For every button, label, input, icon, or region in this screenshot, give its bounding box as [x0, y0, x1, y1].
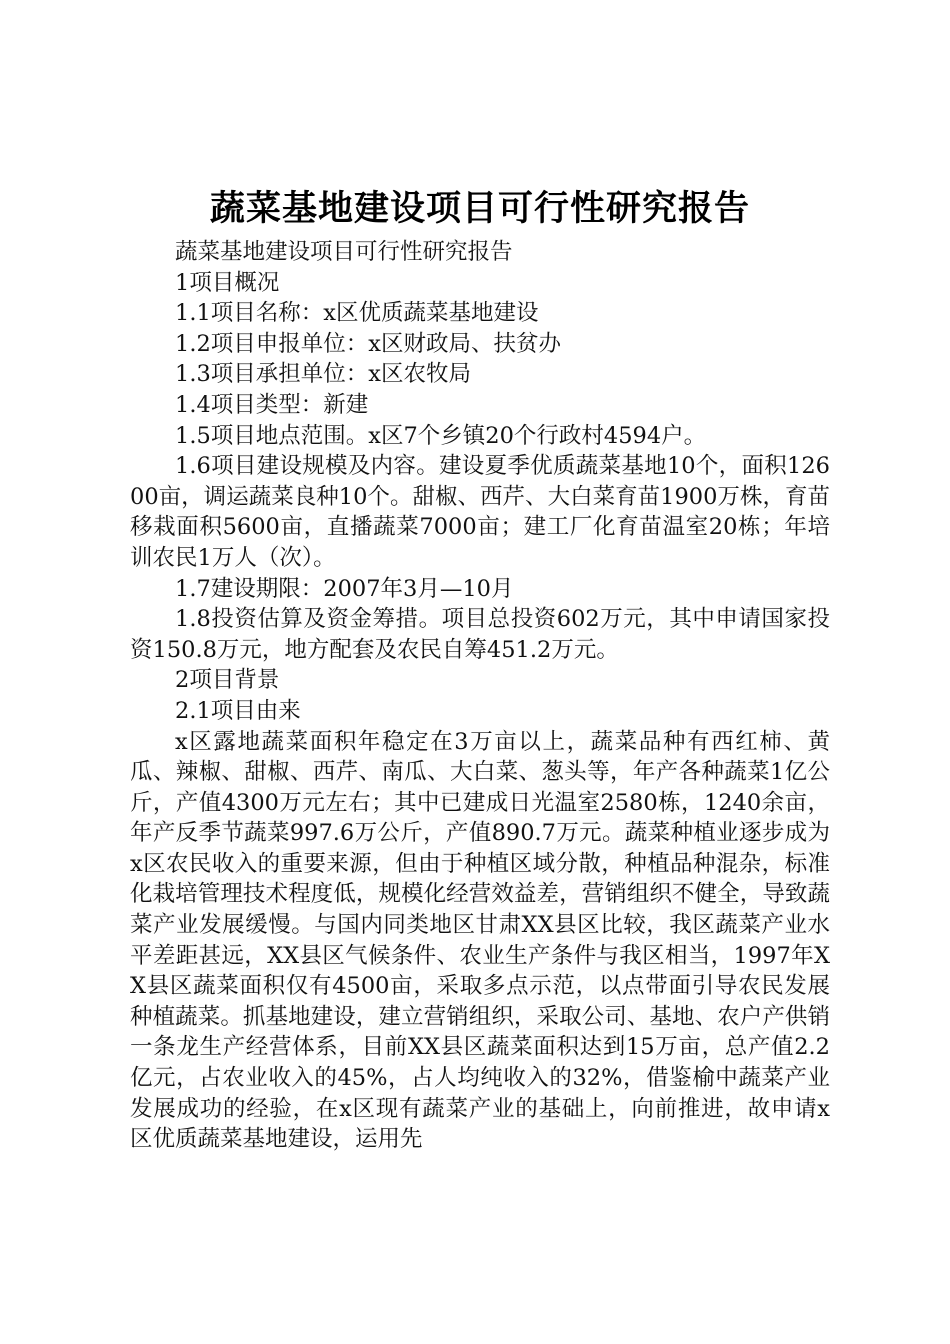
- document-body: [130, 237, 830, 1155]
- paragraph-1-3: 1.3项目承担单位：x区农牧局: [175, 361, 471, 388]
- paragraph-1-2: 1.2项目申报单位：x区财政局、扶贫办: [175, 330, 561, 357]
- paragraph-background: x区露地蔬菜面积年稳定在3万亩以上，蔬菜品种有西红柿、黄瓜、辣椒、甜椒、西芹、南瓜、大白菜、葱头等，年产各种蔬菜1亿公斤，产值4300万元左右；其中已建成日光温室2580栋，1240余亩，年产反季节蔬菜997.6万公斤，产值890.7万元。蔬菜种植业逐步成为x区农民收入的重要来源，但由于种植区域分散，种植品种混杂，标准化栽培管理技术程度低，规模化经营效益差，营销组织不健全，导致蔬菜产业发展缓慢。与国内同类地区甘肃XX县区比较，我区蔬菜产业水平差距甚远，XX县区气候条件、农业生产条件与我区相当，1997年XX县区蔬菜面积仅有4500亩，采取多点示范，以点带面引导农民发展种植蔬菜。抓基地建设，建立营销组织，采取公司、基地、农户产供销一条龙生产经营体系，目前XX县区蔬菜面积达到15万亩，总产值2.2亿元，占农业收入的45%，占人均纯收入的32%，借鉴榆中蔬菜产业发展成功的经验，在x区现有蔬菜产业的基础上，向前推进，故申请x区优质蔬菜基地建设，运用先: [130, 728, 830, 1153]
- paragraph-1-5: 1.5项目地点范围。x区7个乡镇20个行政村4594户。: [175, 422, 707, 449]
- section-heading-2: 2项目背景: [175, 667, 280, 694]
- subsection-heading-2-1: 2.1项目由来: [175, 697, 301, 724]
- document-title: 蔬菜基地建设项目可行性研究报告: [209, 188, 750, 229]
- paragraph-1-1: 1.1项目名称：x区优质蔬菜基地建设: [175, 300, 539, 327]
- paragraph-1-4: 1.4项目类型：新建: [175, 391, 369, 418]
- paragraph-1-8: 1.8投资估算及资金筹措。项目总投资602万元，其中申请国家投资150.8万元，地方配套及农民自筹451.2万元。: [130, 606, 830, 663]
- paragraph-1-7: 1.7建设期限：2007年3月—10月: [175, 575, 514, 602]
- section-heading-1: 1项目概况: [175, 269, 280, 296]
- paragraph-1-6: 1.6项目建设规模及内容。建设夏季优质蔬菜基地10个，面积12600亩，调运蔬菜良种10个。甜椒、西芹、大白菜育苗1900万株，育苗移栽面积5600亩，直播蔬菜7000亩；建工厂化育苗温室20栋；年培训农民1万人（次）。: [130, 453, 830, 571]
- paragraph-subtitle: 蔬菜基地建设项目可行性研究报告: [175, 239, 513, 265]
